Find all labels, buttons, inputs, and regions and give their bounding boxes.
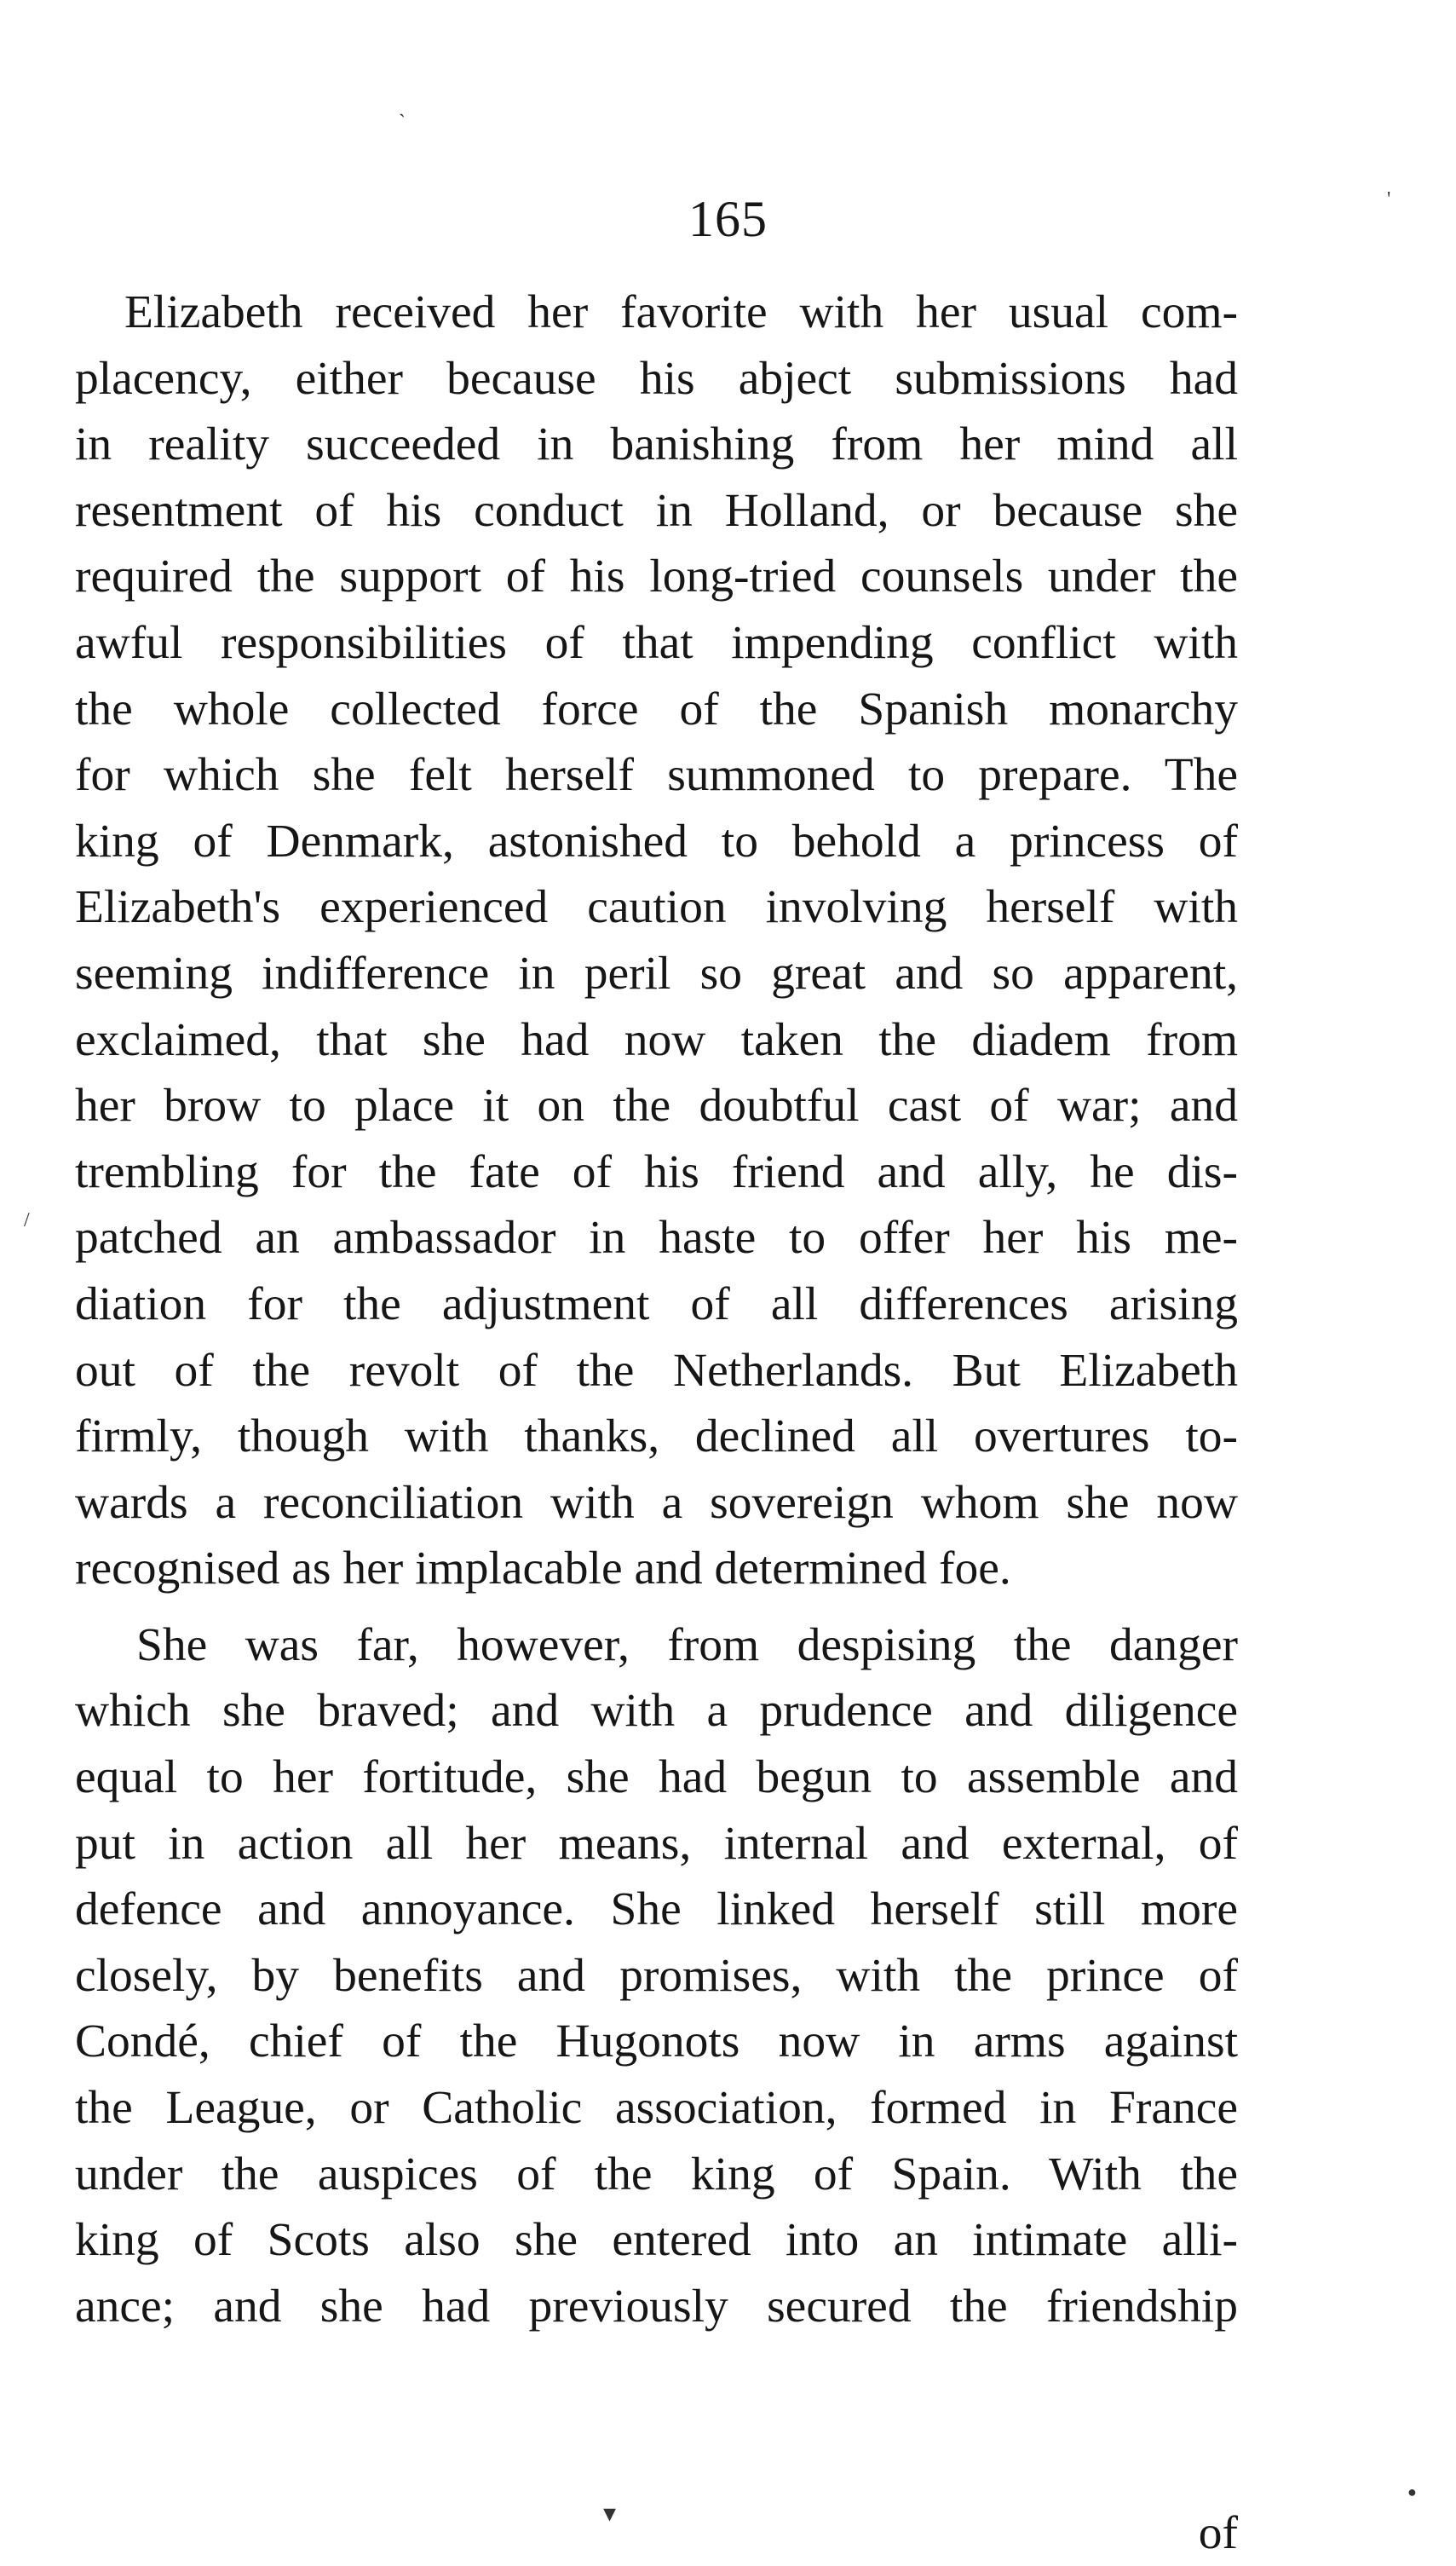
text-line: the League, or Catholic association, formed in France	[75, 2082, 1238, 2135]
paragraph-2	[75, 1612, 1238, 2340]
speck-mark: /	[24, 1209, 30, 1231]
text-line: resentment of his conduct in Holland, or because she	[75, 484, 1238, 537]
text-line: her brow to place it on the doubtful cast of war; and	[75, 1080, 1238, 1133]
text-line: trembling for the fate of his friend and ally, he dis-	[75, 1145, 1238, 1198]
catchword-line	[75, 2500, 1238, 2566]
text-line: diation for the adjustment of all differences arising	[75, 1277, 1238, 1330]
text-line: king of Scots also she entered into an intimate alli-	[75, 2214, 1238, 2267]
text-line: Elizabeth's experienced caution involving herself with	[75, 881, 1238, 934]
text-line: placency, either because his abject submissions had	[75, 352, 1238, 405]
paragraph-gap	[75, 1602, 1238, 1612]
text-line: Elizabeth received her favorite with her usual com-	[124, 286, 1238, 338]
catchword: of	[1198, 2507, 1238, 2559]
text-line: She was far, however, from despising the danger	[136, 1618, 1238, 1671]
text-line: put in action all her means, internal and external, of	[75, 1817, 1238, 1870]
text-line: equal to her fortitude, she had begun to assemble and	[75, 1751, 1238, 1804]
text-line: for which she felt herself summoned to prepare. The	[75, 749, 1238, 802]
text-line: seeming indifference in peril so great and so apparent,	[75, 947, 1238, 1000]
speck-mark: ▾	[603, 2500, 617, 2528]
text-line: recognised as her implacable and determined foe.	[75, 1542, 1011, 1595]
text-line: exclaimed, that she had now taken the diadem from	[75, 1013, 1238, 1066]
text-line: which she braved; and with a prudence and diligence	[75, 1685, 1238, 1738]
text-line: king of Denmark, astonished to behold a princess of	[75, 815, 1238, 868]
text-line: out of the revolt of the Netherlands. But Elizabeth	[75, 1344, 1238, 1397]
text-line: the whole collected force of the Spanish monarchy	[75, 683, 1238, 735]
page-number: 165	[688, 191, 768, 247]
text-line: patched an ambassador in haste to offer her his me-	[75, 1212, 1238, 1265]
speck-mark: `	[399, 112, 406, 134]
text-line: closely, by benefits and promises, with the prince of	[75, 1949, 1238, 2002]
body-text	[75, 280, 1238, 2339]
text-line: under the auspices of the king of Spain. With the	[75, 2148, 1238, 2200]
text-line: ance; and she had previously secured the friendship	[75, 2280, 1238, 2332]
text-line: defence and annoyance. She linked herself still more	[75, 1883, 1238, 1936]
text-line: required the support of his long-tried counsels under the	[75, 551, 1238, 603]
text-line: wards a reconciliation with a sovereign whom she now	[75, 1476, 1238, 1529]
text-line: in reality succeeded in banishing from her mind all	[75, 418, 1238, 471]
paragraph-1	[75, 280, 1238, 1602]
text-line: awful responsibilities of that impending conflict with	[75, 616, 1238, 669]
speck-mark: '	[1387, 188, 1391, 210]
speck-mark: ●	[1407, 2483, 1417, 2500]
text-line: Condé, chief of the Hugonots now in arms against	[75, 2015, 1238, 2068]
text-line: firmly, though with thanks, declined all overtures to-	[75, 1410, 1238, 1463]
